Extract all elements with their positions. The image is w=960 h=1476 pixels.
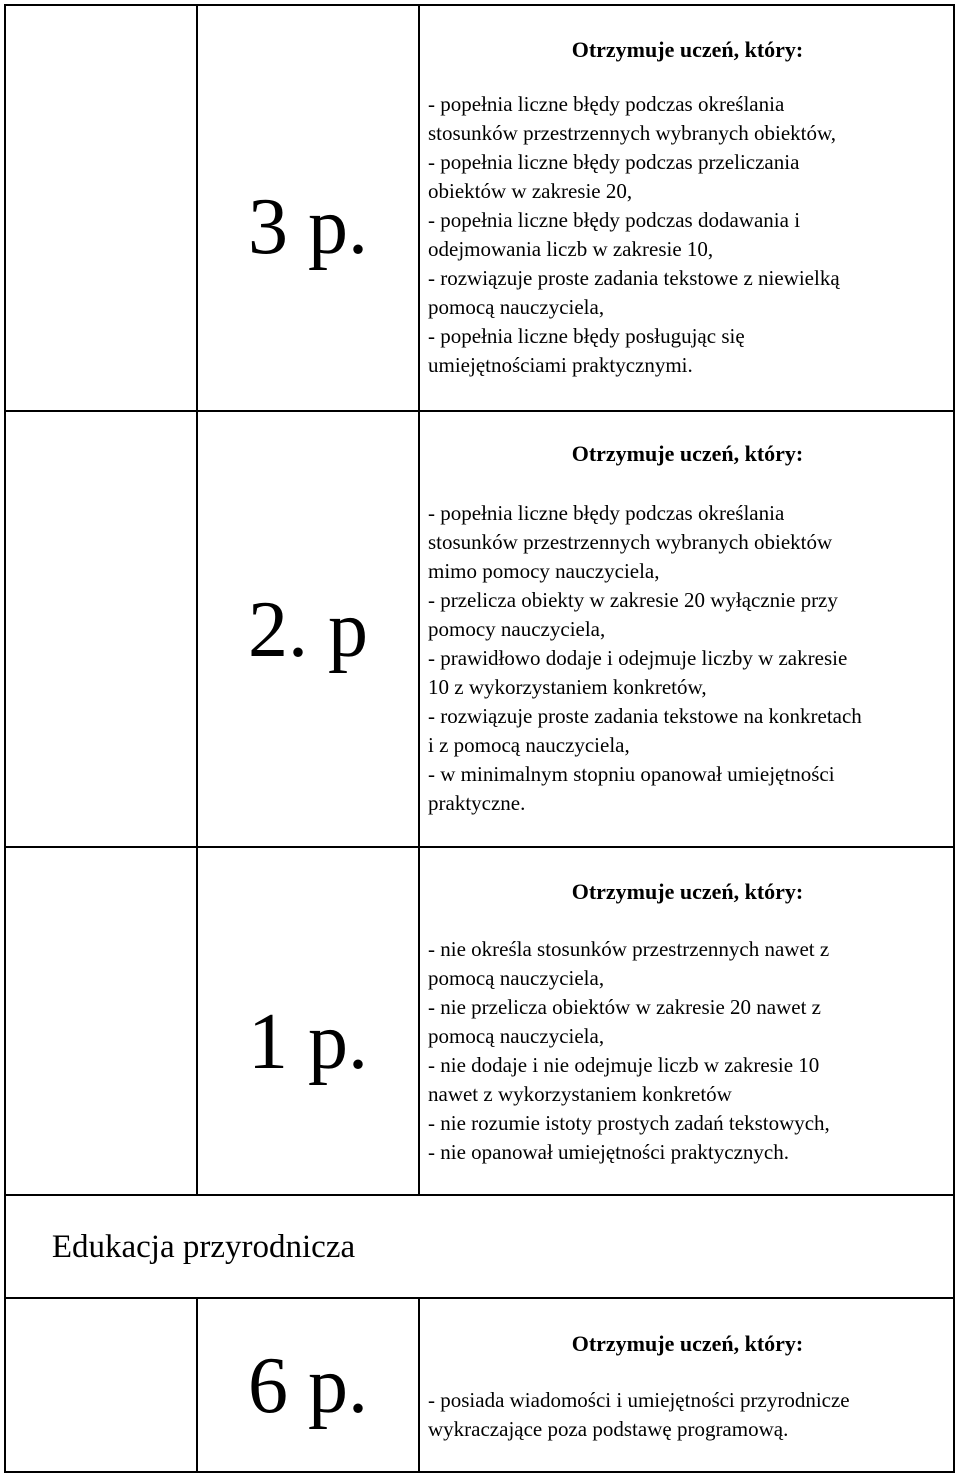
grade-label: 1 p. bbox=[248, 998, 368, 1086]
criteria-header: Otrzymuje uczeń, który: bbox=[571, 1331, 804, 1356]
table-top-border bbox=[4, 4, 955, 6]
criteria-header: Otrzymuje uczeń, który: bbox=[571, 441, 804, 466]
grade-label: 3 p. bbox=[248, 183, 368, 271]
criteria-text: - popełnia liczne błędy podczas określania stosunków przestrzennych wybranych obiektów, - popełnia liczne błędy podczas przeliczania obiektów w zakresie 20, - popełnia liczne błędy podczas dodawania i odejmowania liczb w zakresie 10, - rozwiązuje proste zadania tekstowe z niewielką pomocą nauczyciela, - popełnia liczne błędy posługując się umiejętnościami praktycznymi. bbox=[428, 92, 840, 377]
grade-label: 6 p. bbox=[248, 1342, 368, 1430]
section-title-text: Edukacja przyrodnicza bbox=[51, 1229, 356, 1265]
row-divider bbox=[4, 1297, 955, 1299]
row-divider bbox=[4, 410, 955, 412]
criteria-text: - posiada wiadomości i umiejętności przyrodnicze wykraczające poza podstawę programową. bbox=[428, 1388, 850, 1441]
grade-label: 2. p bbox=[248, 586, 368, 674]
criteria-text: - popełnia liczne błędy podczas określania stosunków przestrzennych wybranych obiektów mimo pomocy nauczyciela, - przelicza obiekty w zakresie 20 wyłącznie przy pomocy nauczyciela, - prawidłowo dodaje i odejmuje liczby w zakresie 10 z wykorzystaniem konkretów, - rozwiązuje proste zadania tekstowe na konkretach i z pomocą nauczyciela, - w minimalnym stopniu opanował umiejętności praktyczne. bbox=[428, 501, 862, 815]
row-divider bbox=[4, 846, 955, 848]
section-title bbox=[4, 1231, 955, 1264]
criteria-header: Otrzymuje uczeń, który: bbox=[571, 879, 804, 904]
criteria-header: Otrzymuje uczeń, który: bbox=[571, 37, 804, 62]
table-bottom-border bbox=[4, 1471, 955, 1473]
criteria-text: - nie określa stosunków przestrzennych nawet z pomocą nauczyciela, - nie przelicza obiektów w zakresie 20 nawet z pomocą nauczyciela, - nie dodaje i nie odejmuje liczb w zakresie 10 nawet z wykorzystaniem konkretów - nie rozumie istoty prostych zadań tekstowych, - nie opanował umiejętności praktycznych. bbox=[428, 937, 830, 1164]
row-divider bbox=[4, 1194, 955, 1196]
